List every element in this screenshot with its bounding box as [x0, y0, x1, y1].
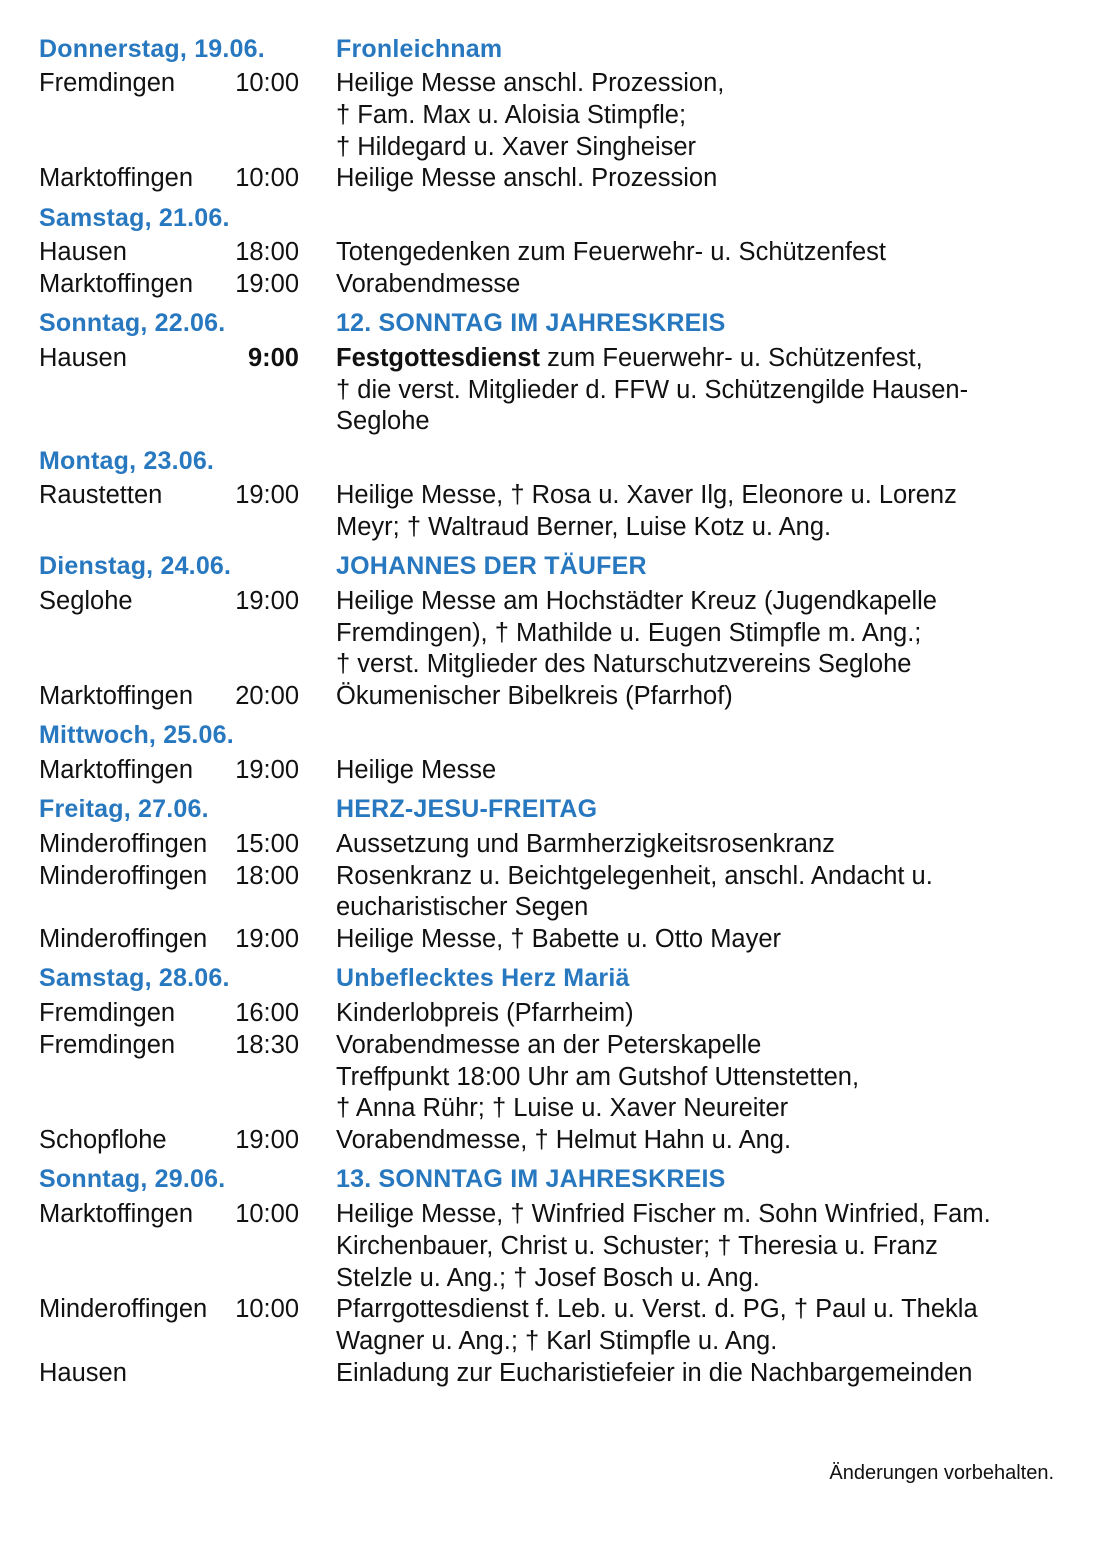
- feast-title: 13. SONNTAG IM JAHRESKREIS: [336, 1165, 726, 1194]
- feast-title: HERZ-JESU-FREITAG: [336, 795, 598, 824]
- description-line: Kirchenbauer, Christ u. Schuster; † Theresia u. Franz: [336, 1231, 938, 1260]
- feast-title: JOHANNES DER TÄUFER: [336, 552, 647, 581]
- schedule-entry: [39, 1199, 1069, 1294]
- description-line: Aussetzung und Barmherzigkeitsrosenkranz: [336, 829, 835, 858]
- schedule-entry: [39, 1358, 1069, 1390]
- entry-description: [336, 480, 1036, 544]
- description-line: Wagner u. Ang.; † Karl Stimpfle u. Ang.: [336, 1327, 778, 1356]
- entry-description: [336, 924, 1036, 956]
- entry-time: 15:00: [235, 829, 299, 858]
- entry-place: Hausen: [39, 1358, 127, 1387]
- description-line: † verst. Mitglieder des Naturschutzvereins Seglohe: [336, 650, 912, 679]
- schedule-entry: [39, 343, 1069, 438]
- entry-time: 19:00: [235, 1126, 299, 1155]
- description-line: Heilige Messe anschl. Prozession,: [336, 69, 725, 97]
- description-text: zum Feuerwehr- u. Schützenfest,: [540, 343, 923, 372]
- entry-place: Marktoffingen: [39, 164, 194, 193]
- entry-place: Seglohe: [39, 586, 133, 615]
- entry-description: [336, 998, 1036, 1030]
- schedule-entry: [39, 755, 1069, 787]
- description-line: Meyr; † Waltraud Berner, Luise Kotz u. Ang.: [336, 512, 832, 541]
- description-line: Heilige Messe, † Babette u. Otto Mayer: [336, 925, 782, 954]
- day-date: Samstag, 28.06.: [39, 964, 230, 993]
- schedule-entry: [39, 68, 1069, 163]
- description-line: † Hildegard u. Xaver Singheiser: [336, 132, 697, 161]
- day-header: [39, 791, 1069, 829]
- schedule-entry: [39, 480, 1069, 544]
- entry-description: [336, 1199, 1036, 1294]
- entry-time: 18:00: [235, 238, 299, 267]
- description-line: Fremdingen), † Mathilde u. Eugen Stimpfle m. Ang.;: [336, 618, 922, 647]
- description-line: † Fam. Max u. Aloisia Stimpfle;: [336, 100, 687, 129]
- entry-place: Minderoffingen: [39, 1295, 208, 1324]
- day-block: [39, 199, 1069, 305]
- schedule-entry: [39, 829, 1069, 861]
- day-block: [39, 305, 1069, 442]
- day-block: [39, 1161, 1069, 1394]
- entry-description: [336, 343, 1036, 438]
- description-line: Heilige Messe, † Rosa u. Xaver Ilg, Eleonore u. Lorenz: [336, 481, 957, 510]
- day-date: Montag, 23.06.: [39, 446, 215, 475]
- description-line: Heilige Messe anschl. Prozession: [336, 164, 718, 193]
- day-date: Freitag, 27.06.: [39, 795, 209, 824]
- entry-description: [336, 829, 1036, 861]
- entry-place: Schopflohe: [39, 1126, 167, 1155]
- schedule-entry: [39, 269, 1069, 301]
- feast-title: Unbeflecktes Herz Mariä: [336, 964, 630, 993]
- entry-description: [336, 1030, 1036, 1125]
- entry-description: [336, 237, 1036, 269]
- entry-description: [336, 755, 1036, 787]
- entry-description: [336, 681, 1036, 713]
- day-date: Mittwoch, 25.06.: [39, 721, 234, 750]
- description-line: † die verst. Mitglieder d. FFW u. Schützengilde Hausen-: [336, 375, 969, 404]
- schedule-entry: [39, 998, 1069, 1030]
- entry-description: [336, 163, 1036, 195]
- entry-time: 19:00: [235, 269, 299, 298]
- day-block: [39, 791, 1069, 960]
- day-block: [39, 960, 1069, 1161]
- entry-description: [336, 861, 1036, 925]
- entry-time: 16:00: [235, 998, 299, 1027]
- entry-description: [336, 586, 1036, 681]
- schedule-entry: [39, 237, 1069, 269]
- entry-place: Hausen: [39, 238, 127, 267]
- entry-place: Raustetten: [39, 481, 163, 510]
- schedule-entry: [39, 1294, 1069, 1358]
- entry-description: [336, 1125, 1036, 1157]
- day-header: [39, 199, 1069, 237]
- entry-place: Fremdingen: [39, 998, 176, 1027]
- entry-time: 18:30: [235, 1030, 299, 1059]
- entry-time: 10:00: [235, 1295, 299, 1324]
- entry-description: [336, 269, 1036, 301]
- entry-description: [336, 1358, 1036, 1390]
- description-line: Totengedenken zum Feuerwehr- u. Schützenfest: [336, 238, 886, 267]
- day-header: [39, 960, 1069, 998]
- entry-time: 10:00: [235, 164, 299, 193]
- description-line: Treffpunkt 18:00 Uhr am Gutshof Uttenstetten,: [336, 1062, 860, 1091]
- day-block: [39, 30, 1069, 199]
- entry-place: Fremdingen: [39, 69, 176, 97]
- day-block: [39, 548, 1069, 717]
- schedule-entry: [39, 861, 1069, 925]
- day-date: Dienstag, 24.06.: [39, 552, 232, 581]
- schedule-entry: [39, 681, 1069, 713]
- description-line: Seglohe: [336, 407, 430, 436]
- entry-place: Hausen: [39, 343, 127, 372]
- description-line: eucharistischer Segen: [336, 893, 589, 922]
- entry-description: [336, 68, 1036, 163]
- schedule-entry: [39, 163, 1069, 195]
- description-line: Vorabendmesse: [336, 269, 521, 298]
- description-line: Einladung zur Eucharistiefeier in die Nachbargemeinden: [336, 1358, 973, 1387]
- description-line: Stelzle u. Ang.; † Josef Bosch u. Ang.: [336, 1263, 760, 1292]
- description-line: Rosenkranz u. Beichtgelegenheit, anschl. Andacht u.: [336, 861, 933, 890]
- schedule-entry: [39, 1030, 1069, 1125]
- entry-time: 20:00: [235, 682, 299, 711]
- description-line: Pfarrgottesdienst f. Leb. u. Verst. d. PG, † Paul u. Thekla: [336, 1295, 978, 1324]
- description-line: [336, 343, 1036, 375]
- description-line: Vorabendmesse, † Helmut Hahn u. Ang.: [336, 1126, 792, 1155]
- day-date: Sonntag, 22.06.: [39, 309, 226, 338]
- entry-place: Fremdingen: [39, 1030, 176, 1059]
- feast-title: 12. SONNTAG IM JAHRESKREIS: [336, 309, 726, 338]
- feast-title: Fronleichnam: [336, 34, 503, 63]
- day-header: [39, 1161, 1069, 1199]
- schedule-entry: [39, 924, 1069, 956]
- spacer: [39, 1390, 1069, 1394]
- day-header: [39, 717, 1069, 755]
- entry-time: 19:00: [235, 586, 299, 615]
- description-line: Vorabendmesse an der Peterskapelle: [336, 1030, 762, 1059]
- entry-time: 19:00: [235, 925, 299, 954]
- entry-time: [231, 1358, 299, 1390]
- entry-place: Minderoffingen: [39, 829, 208, 858]
- entry-time: 10:00: [235, 69, 299, 97]
- entry-time: 18:00: [235, 861, 299, 890]
- entry-place: Marktoffingen: [39, 755, 194, 784]
- entry-description: [336, 1294, 1036, 1358]
- entry-time: 19:00: [235, 481, 299, 510]
- day-date: Samstag, 21.06.: [39, 203, 230, 232]
- day-block: [39, 717, 1069, 791]
- day-header: [39, 305, 1069, 343]
- day-block: [39, 442, 1069, 548]
- description-line: Kinderlobpreis (Pfarrheim): [336, 998, 634, 1027]
- day-header: [39, 548, 1069, 586]
- entry-place: Marktoffingen: [39, 269, 194, 298]
- entry-place: Marktoffingen: [39, 1199, 194, 1228]
- entry-time: 19:00: [235, 755, 299, 784]
- schedule-entry: [39, 586, 1069, 681]
- day-date: Sonntag, 29.06.: [39, 1165, 226, 1194]
- entry-time: 10:00: [235, 1199, 299, 1228]
- day-date: Donnerstag, 19.06.: [39, 34, 265, 63]
- entry-place: Minderoffingen: [39, 861, 208, 890]
- description-line: Heilige Messe am Hochstädter Kreuz (Jugendkapelle: [336, 586, 937, 615]
- description-line: Heilige Messe, † Winfried Fischer m. Sohn Winfried, Fam.: [336, 1199, 991, 1228]
- entry-place: Marktoffingen: [39, 682, 194, 711]
- description-line: Heilige Messe: [336, 755, 497, 784]
- day-header: [39, 442, 1069, 480]
- description-bold: Festgottesdienst: [336, 343, 541, 372]
- description-line: † Anna Rühr; † Luise u. Xaver Neureiter: [336, 1094, 789, 1123]
- entry-time: 9:00: [247, 343, 299, 372]
- footnote: Änderungen vorbehalten.: [829, 1462, 1054, 1484]
- entry-place: Minderoffingen: [39, 925, 208, 954]
- schedule-entry: [39, 1125, 1069, 1157]
- schedule: [39, 30, 1069, 1394]
- day-header: [39, 30, 1069, 68]
- description-line: Ökumenischer Bibelkreis (Pfarrhof): [336, 682, 733, 711]
